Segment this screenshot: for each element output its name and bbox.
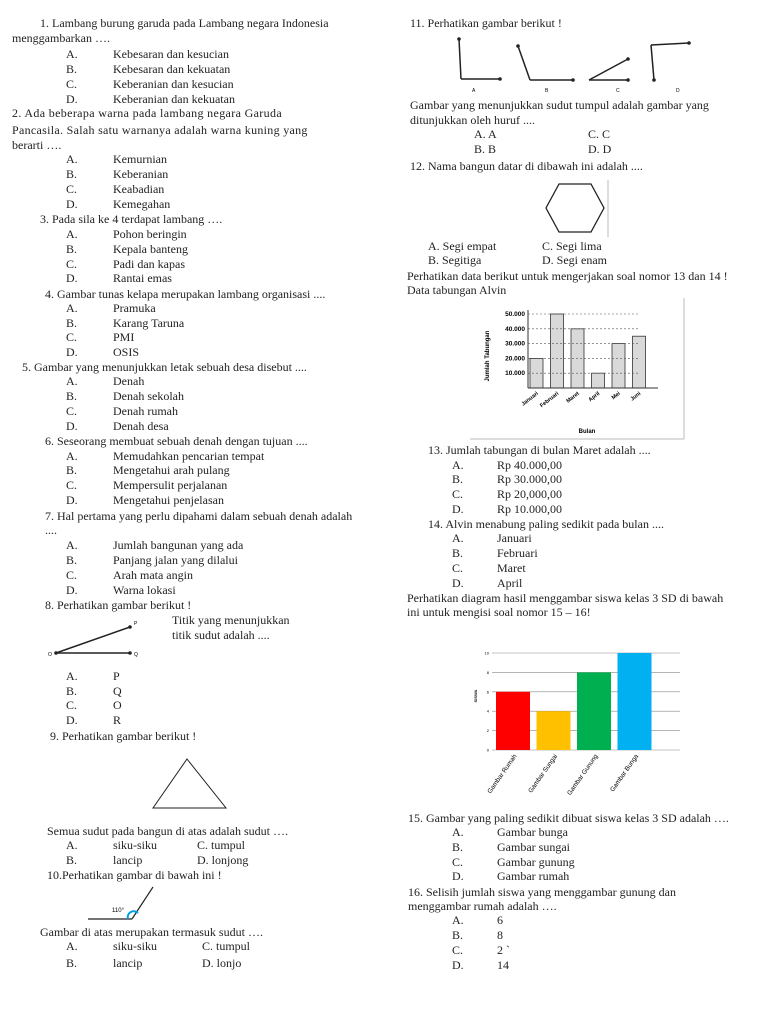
option-text: Gambar gunung [497, 855, 575, 869]
figure-label: B [545, 88, 549, 94]
angle-c [589, 57, 630, 82]
option-letter: C. [452, 561, 464, 575]
option-letter: B. [66, 242, 78, 256]
option-letter: B. [452, 928, 464, 942]
question-text: 6. Seseorang membuat sebuah denah dengan tujuan .... [45, 434, 308, 448]
option-letter: D. [66, 583, 78, 597]
option-text: Gambar sungai [497, 840, 570, 854]
option-text: Kebesaran dan kesucian [113, 47, 229, 61]
question-text: Semua sudut pada bangun di atas adalah sudut …. [47, 824, 288, 838]
question-text: 1. Lambang burung garuda pada Lambang negara Indonesia [40, 16, 329, 30]
y-tick-label: 30.000 [505, 340, 525, 348]
option-text: Denah desa [113, 419, 169, 433]
y-tick-label: 4 [486, 708, 489, 714]
option-text: Februari [497, 546, 538, 560]
option-letter: C. [452, 487, 464, 501]
option-text: Januari [497, 531, 532, 545]
x-tick-label: Maret [565, 390, 581, 405]
savings-bar-chart [470, 298, 685, 440]
y-tick-label: 20.000 [505, 355, 525, 363]
option-letter: B. [452, 546, 464, 560]
option-letter: A. [66, 152, 78, 166]
option-text: Q [113, 684, 122, 698]
option-letter: D. [66, 493, 78, 507]
question-text: 16. Selisih jumlah siswa yang menggambar gunung dan [408, 885, 676, 899]
x-tick-label: Januari [520, 390, 540, 408]
option-text: Keabadian [113, 182, 165, 196]
bar [537, 711, 571, 750]
option-letter: D. [452, 502, 464, 516]
question-text: berarti …. [12, 138, 62, 152]
question-text: 10.Perhatikan gambar di bawah ini ! [47, 868, 222, 882]
option-text: B. Segitiga [428, 253, 482, 267]
y-axis-label: SISWA [473, 689, 478, 703]
option-letter: D. [452, 576, 464, 590]
option-letter: B. [452, 472, 464, 486]
y-tick-label: 2 [486, 728, 489, 734]
option-text: Mempersulit perjalanan [113, 478, 228, 492]
option-text: P [113, 669, 120, 683]
y-tick-label: 40.000 [505, 325, 525, 333]
question-text: ditunjukkan oleh huruf .... [410, 113, 535, 127]
option-text: lancip [113, 853, 143, 867]
hexagon-figure [540, 180, 610, 238]
option-letter: A. [66, 47, 78, 61]
option-text: Padi dan kapas [113, 257, 185, 271]
option-text: D. D [588, 142, 612, 156]
option-letter: B. [452, 840, 464, 854]
option-letter: A. [452, 913, 464, 927]
bar [592, 373, 605, 388]
option-text: Kemegahan [113, 197, 171, 211]
x-tick-label: Gambar Rumah [486, 753, 519, 796]
option-text: C. C [588, 127, 611, 141]
option-letter: D. [66, 92, 78, 106]
angle-a [457, 37, 502, 81]
option-letter: B. [66, 316, 78, 330]
question-text: Titik yang menunjukkan [172, 613, 290, 627]
option-letter: D. [66, 345, 78, 359]
bar [496, 692, 530, 750]
option-text: Rp 20,000,00 [497, 487, 563, 501]
option-letter: A. [66, 449, 78, 463]
option-text: C. tumpul [202, 939, 251, 953]
question-text: 14. Alvin menabung paling sedikit pada bulan .... [428, 517, 664, 531]
option-letter: C. [66, 698, 78, 712]
instruction-text: Perhatikan diagram hasil menggambar siswa kelas 3 SD di bawah [407, 591, 724, 605]
option-text: D. lonjo [202, 956, 242, 970]
option-text: Kepala banteng [113, 242, 188, 256]
option-letter: A. [452, 458, 464, 472]
option-letter: C. [66, 182, 78, 196]
option-text: April [497, 576, 523, 590]
point-label: O [48, 652, 52, 658]
option-text: B. B [474, 142, 497, 156]
option-letter: D. [66, 197, 78, 211]
figure-label: A [472, 88, 476, 94]
option-text: Warna lokasi [113, 583, 176, 597]
option-text: O [113, 698, 122, 712]
option-text: Rp 40.000,00 [497, 458, 563, 472]
y-tick-label: 10.000 [505, 370, 525, 378]
option-text: OSIS [113, 345, 140, 359]
angle-options-figure [448, 34, 698, 94]
x-tick-label: Mei [610, 390, 622, 402]
question-text: titik sudut adalah .... [172, 628, 270, 642]
option-text: Gambar bunga [497, 825, 568, 839]
angle-label: 110° [112, 908, 124, 914]
option-text: Kebesaran dan kekuatan [113, 62, 231, 76]
option-letter: C. [66, 330, 78, 344]
question-text: 13. Jumlah tabungan di bulan Maret adalah .... [428, 443, 651, 457]
option-text: 14 [497, 958, 509, 972]
x-tick-label: Februari [539, 390, 561, 410]
option-letter: C. [66, 568, 78, 582]
option-text: 8 [497, 928, 503, 942]
option-letter: D. [66, 271, 78, 285]
option-text: Keberanian dan kesucian [113, 77, 234, 91]
option-text: Maret [497, 561, 526, 575]
option-text: 6 [497, 913, 503, 927]
option-text: A. Segi empat [428, 239, 497, 253]
option-text: Pramuka [113, 301, 156, 315]
option-letter: A. [452, 825, 464, 839]
point-label: P [134, 621, 138, 627]
point-label: Q [134, 652, 138, 658]
question-text: 7. Hal pertama yang perlu dipahami dalam sebuah denah adalah [45, 509, 353, 523]
option-letter: C. [452, 943, 464, 957]
option-letter: A. [66, 669, 78, 683]
option-text: R [113, 713, 122, 727]
angle-d [651, 41, 691, 82]
option-text: Keberanian [113, 167, 169, 181]
x-tick-label: Gambar Sungai [527, 753, 560, 795]
question-text: Gambar yang menunjukkan sudut tumpul adalah gambar yang [410, 98, 709, 112]
option-letter: D. [66, 713, 78, 727]
option-letter: B. [66, 684, 78, 698]
x-tick-label: Gambar Gunung [566, 753, 600, 797]
option-text: Denah [113, 374, 145, 388]
question-text: Gambar di atas merupakan termasuk sudut …. [40, 925, 263, 939]
option-text: PMI [113, 330, 135, 344]
option-letter: B. [66, 463, 78, 477]
bar [612, 344, 625, 388]
option-letter: C. [66, 77, 78, 91]
option-letter: B. [66, 167, 78, 181]
option-letter: A. [66, 374, 78, 388]
angle-110-figure [80, 882, 160, 922]
angle-b [516, 44, 575, 82]
option-letter: A. [66, 538, 78, 552]
option-text: Denah rumah [113, 404, 178, 418]
option-text: Pohon beringin [113, 227, 187, 241]
option-letter: C. [66, 257, 78, 271]
option-text: siku-siku [113, 939, 158, 953]
question-text: menggambar rumah adalah …. [408, 899, 557, 913]
y-tick-label: 0 [486, 747, 489, 753]
drawing-results-bar-chart [470, 640, 685, 810]
x-axis-label: Bulan [578, 429, 596, 435]
option-text: C. Segi lima [542, 239, 602, 253]
option-letter: C. [66, 404, 78, 418]
option-letter: A. [452, 531, 464, 545]
question-text: menggambarkan …. [12, 31, 110, 45]
x-tick-label: Gambar Bunga [609, 753, 641, 794]
option-letter: D. [452, 869, 464, 883]
instruction-text: ini untuk mengisi soal nomor 15 – 16! [407, 605, 591, 619]
figure-label: C [616, 88, 620, 94]
option-text: C. tumpul [197, 838, 246, 852]
question-text: 3. Pada sila ke 4 terdapat lambang …. [40, 212, 223, 226]
y-tick-label: 6 [486, 689, 489, 695]
angle-figure [40, 615, 160, 665]
option-text: Denah sekolah [113, 389, 184, 403]
bar [618, 653, 652, 750]
question-text: 11. Perhatikan gambar berikut ! [410, 16, 562, 30]
option-text: Panjang jalan yang dilalui [113, 553, 238, 567]
option-text: Kemurnian [113, 152, 167, 166]
option-text: Jumlah bangunan yang ada [113, 538, 244, 552]
option-text: Rp 10.000,00 [497, 502, 563, 516]
question-text: 12. Nama bangun datar di dibawah ini adalah .... [410, 159, 643, 173]
y-axis-label: Jumlah Tabungan [485, 330, 491, 382]
option-letter: A. [66, 838, 78, 852]
question-text: 9. Perhatikan gambar berikut ! [50, 729, 197, 743]
option-letter: C. [452, 855, 464, 869]
option-text: D. Segi enam [542, 253, 607, 267]
x-tick-label: April [587, 390, 602, 404]
x-tick-label: Juni [629, 390, 643, 403]
bar [551, 314, 564, 388]
bar [577, 672, 611, 750]
figure-label: D [676, 88, 680, 94]
option-text: Mengetahui arah pulang [113, 463, 230, 477]
question-text: 4. Gambar tunas kelapa merupakan lambang organisasi .... [45, 287, 326, 301]
option-text: Keberanian dan kekuatan [113, 92, 235, 106]
option-letter: B. [66, 853, 78, 867]
option-text: siku-siku [113, 838, 158, 852]
question-text: 15. Gambar yang paling sedikit dibuat siswa kelas 3 SD adalah …. [408, 811, 729, 825]
question-text: Pancasila. Salah satu warnanya adalah warna kuning yang [12, 123, 308, 137]
option-text: Rp 30.000,00 [497, 472, 563, 486]
y-tick-label: 8 [486, 669, 489, 675]
option-text: Memudahkan pencarian tempat [113, 449, 265, 463]
option-text: Karang Taruna [113, 316, 185, 330]
y-tick-label: 50.000 [505, 311, 525, 318]
option-letter: A. [66, 227, 78, 241]
y-tick-label: 10 [484, 650, 489, 656]
option-letter: D. [452, 958, 464, 972]
option-letter: A. [66, 301, 78, 315]
option-text: Arah mata angin [113, 568, 193, 582]
triangle-figure [150, 756, 230, 812]
option-text: D. lonjong [197, 853, 249, 867]
instruction-text: Perhatikan data berikut untuk mengerjakan soal nomor 13 dan 14 ! [407, 269, 728, 283]
option-letter: B. [66, 389, 78, 403]
option-letter: B. [66, 956, 78, 970]
question-text: 5. Gambar yang menunjukkan letak sebuah desa disebut .... [22, 360, 307, 374]
option-letter: B. [66, 553, 78, 567]
option-text: Rantai emas [113, 271, 172, 285]
option-text: 2 ` [497, 943, 510, 957]
question-text: 8. Perhatikan gambar berikut ! [45, 598, 192, 612]
option-letter: A. [66, 939, 78, 953]
option-letter: D. [66, 419, 78, 433]
option-text: Mengetahui penjelasan [113, 493, 224, 507]
option-text: A. A [474, 127, 497, 141]
option-text: lancip [113, 956, 143, 970]
option-text: Gambar rumah [497, 869, 570, 883]
question-text: .... [45, 523, 57, 537]
option-letter: C. [66, 478, 78, 492]
bar [633, 336, 646, 388]
option-letter: B. [66, 62, 78, 76]
question-text: 2. Ada beberapa warna pada lambang negara Garuda [12, 106, 283, 120]
instruction-text: Data tabungan Alvin [407, 283, 507, 297]
